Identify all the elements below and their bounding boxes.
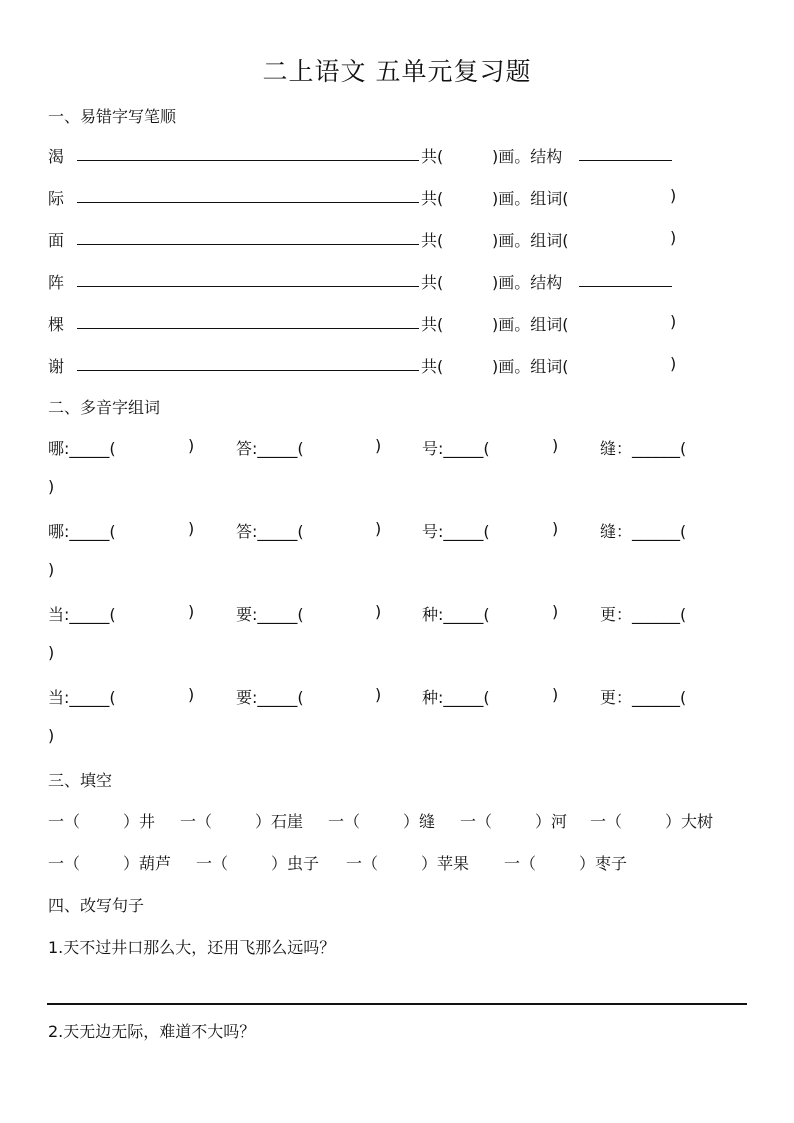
polyphone-close: ) bbox=[188, 602, 195, 621]
fill-suffix: ）大树 bbox=[665, 812, 714, 831]
fill-suffix: ）葫芦 bbox=[123, 854, 172, 873]
answer-line[interactable] bbox=[47, 1003, 747, 1005]
polyphone-close: ) bbox=[375, 685, 382, 704]
stroke-order-blank[interactable] bbox=[77, 188, 419, 203]
polyphone-close: ) bbox=[552, 602, 559, 621]
fill-prefix: 一（ bbox=[328, 812, 361, 831]
word-label: )画。组词( bbox=[492, 357, 569, 376]
polyphone-close: ) bbox=[552, 436, 559, 455]
stroke-order-blank[interactable] bbox=[77, 146, 419, 161]
word-label: )画。组词( bbox=[492, 315, 569, 334]
stroke-order-blank[interactable] bbox=[77, 314, 419, 329]
stroke-char: 棵 bbox=[48, 315, 65, 334]
sentence-2: 2.天无边无际，难道不大吗？ bbox=[48, 1022, 256, 1041]
fill-suffix: ）虫子 bbox=[271, 854, 320, 873]
polyphone-close-wrapped: ) bbox=[48, 560, 55, 579]
stroke-count-label: 共( bbox=[421, 357, 444, 376]
polyphone-item: 更：______( bbox=[600, 688, 687, 707]
section-heading-4: 四、改写句子 bbox=[48, 896, 145, 915]
section-heading-1: 一、易错字写笔顺 bbox=[48, 107, 177, 126]
structure-blank[interactable] bbox=[579, 146, 672, 161]
stroke-char: 面 bbox=[48, 231, 65, 250]
polyphone-item: 哪:_____( bbox=[48, 439, 116, 458]
word-label: )画。组词( bbox=[492, 189, 569, 208]
stroke-count-label: 共( bbox=[421, 273, 444, 292]
section-heading-3: 三、填空 bbox=[48, 771, 113, 790]
polyphone-item: 要:_____( bbox=[236, 605, 304, 624]
fill-suffix: ）缝 bbox=[403, 812, 436, 831]
structure-label: )画。结构 bbox=[492, 147, 563, 166]
word-close-paren: ) bbox=[670, 354, 677, 373]
polyphone-close-wrapped: ) bbox=[48, 643, 55, 662]
stroke-count-label: 共( bbox=[421, 315, 444, 334]
polyphone-item: 答:_____( bbox=[236, 439, 304, 458]
polyphone-item: 号:_____( bbox=[422, 522, 490, 541]
polyphone-item: 当:_____( bbox=[48, 605, 116, 624]
polyphone-item: 当:_____( bbox=[48, 688, 116, 707]
fill-suffix: ）井 bbox=[123, 812, 156, 831]
polyphone-item: 种:_____( bbox=[422, 605, 490, 624]
fill-prefix: 一（ bbox=[504, 854, 537, 873]
word-close-paren: ) bbox=[670, 228, 677, 247]
fill-prefix: 一（ bbox=[460, 812, 493, 831]
stroke-char: 阵 bbox=[48, 273, 65, 292]
polyphone-close: ) bbox=[188, 519, 195, 538]
polyphone-close: ) bbox=[188, 436, 195, 455]
polyphone-item: 哪:_____( bbox=[48, 522, 116, 541]
word-close-paren: ) bbox=[670, 312, 677, 331]
stroke-count-label: 共( bbox=[421, 231, 444, 250]
stroke-count-label: 共( bbox=[421, 189, 444, 208]
polyphone-close: ) bbox=[552, 519, 559, 538]
polyphone-close: ) bbox=[375, 519, 382, 538]
polyphone-close: ) bbox=[375, 436, 382, 455]
fill-prefix: 一（ bbox=[48, 812, 81, 831]
fill-suffix: ）苹果 bbox=[421, 854, 470, 873]
fill-prefix: 一（ bbox=[196, 854, 229, 873]
polyphone-close-wrapped: ) bbox=[48, 477, 55, 496]
stroke-order-blank[interactable] bbox=[77, 230, 419, 245]
fill-prefix: 一（ bbox=[346, 854, 379, 873]
structure-blank[interactable] bbox=[579, 272, 672, 287]
stroke-order-blank[interactable] bbox=[77, 356, 419, 371]
fill-prefix: 一（ bbox=[48, 854, 81, 873]
page-title: 二上语文 五单元复习题 bbox=[262, 57, 532, 86]
polyphone-item: 要:_____( bbox=[236, 688, 304, 707]
fill-suffix: ）石崖 bbox=[255, 812, 304, 831]
fill-prefix: 一（ bbox=[180, 812, 213, 831]
fill-prefix: 一（ bbox=[590, 812, 623, 831]
word-label: )画。组词( bbox=[492, 231, 569, 250]
stroke-char: 渴 bbox=[48, 147, 65, 166]
stroke-char: 谢 bbox=[48, 357, 65, 376]
polyphone-item: 缝：______( bbox=[600, 439, 687, 458]
sentence-1: 1.天不过井口那么大，还用飞那么远吗？ bbox=[48, 938, 336, 957]
section-heading-2: 二、多音字组词 bbox=[48, 398, 161, 417]
stroke-order-blank[interactable] bbox=[77, 272, 419, 287]
polyphone-close: ) bbox=[188, 685, 195, 704]
polyphone-close: ) bbox=[375, 602, 382, 621]
polyphone-close-wrapped: ) bbox=[48, 726, 55, 745]
fill-suffix: ）河 bbox=[535, 812, 568, 831]
polyphone-close: ) bbox=[552, 685, 559, 704]
polyphone-item: 答:_____( bbox=[236, 522, 304, 541]
polyphone-item: 缝：______( bbox=[600, 522, 687, 541]
polyphone-item: 号:_____( bbox=[422, 439, 490, 458]
stroke-char: 际 bbox=[48, 189, 65, 208]
fill-suffix: ）枣子 bbox=[579, 854, 628, 873]
polyphone-item: 更：______( bbox=[600, 605, 687, 624]
structure-label: )画。结构 bbox=[492, 273, 563, 292]
word-close-paren: ) bbox=[670, 186, 677, 205]
polyphone-item: 种:_____( bbox=[422, 688, 490, 707]
stroke-count-label: 共( bbox=[421, 147, 444, 166]
